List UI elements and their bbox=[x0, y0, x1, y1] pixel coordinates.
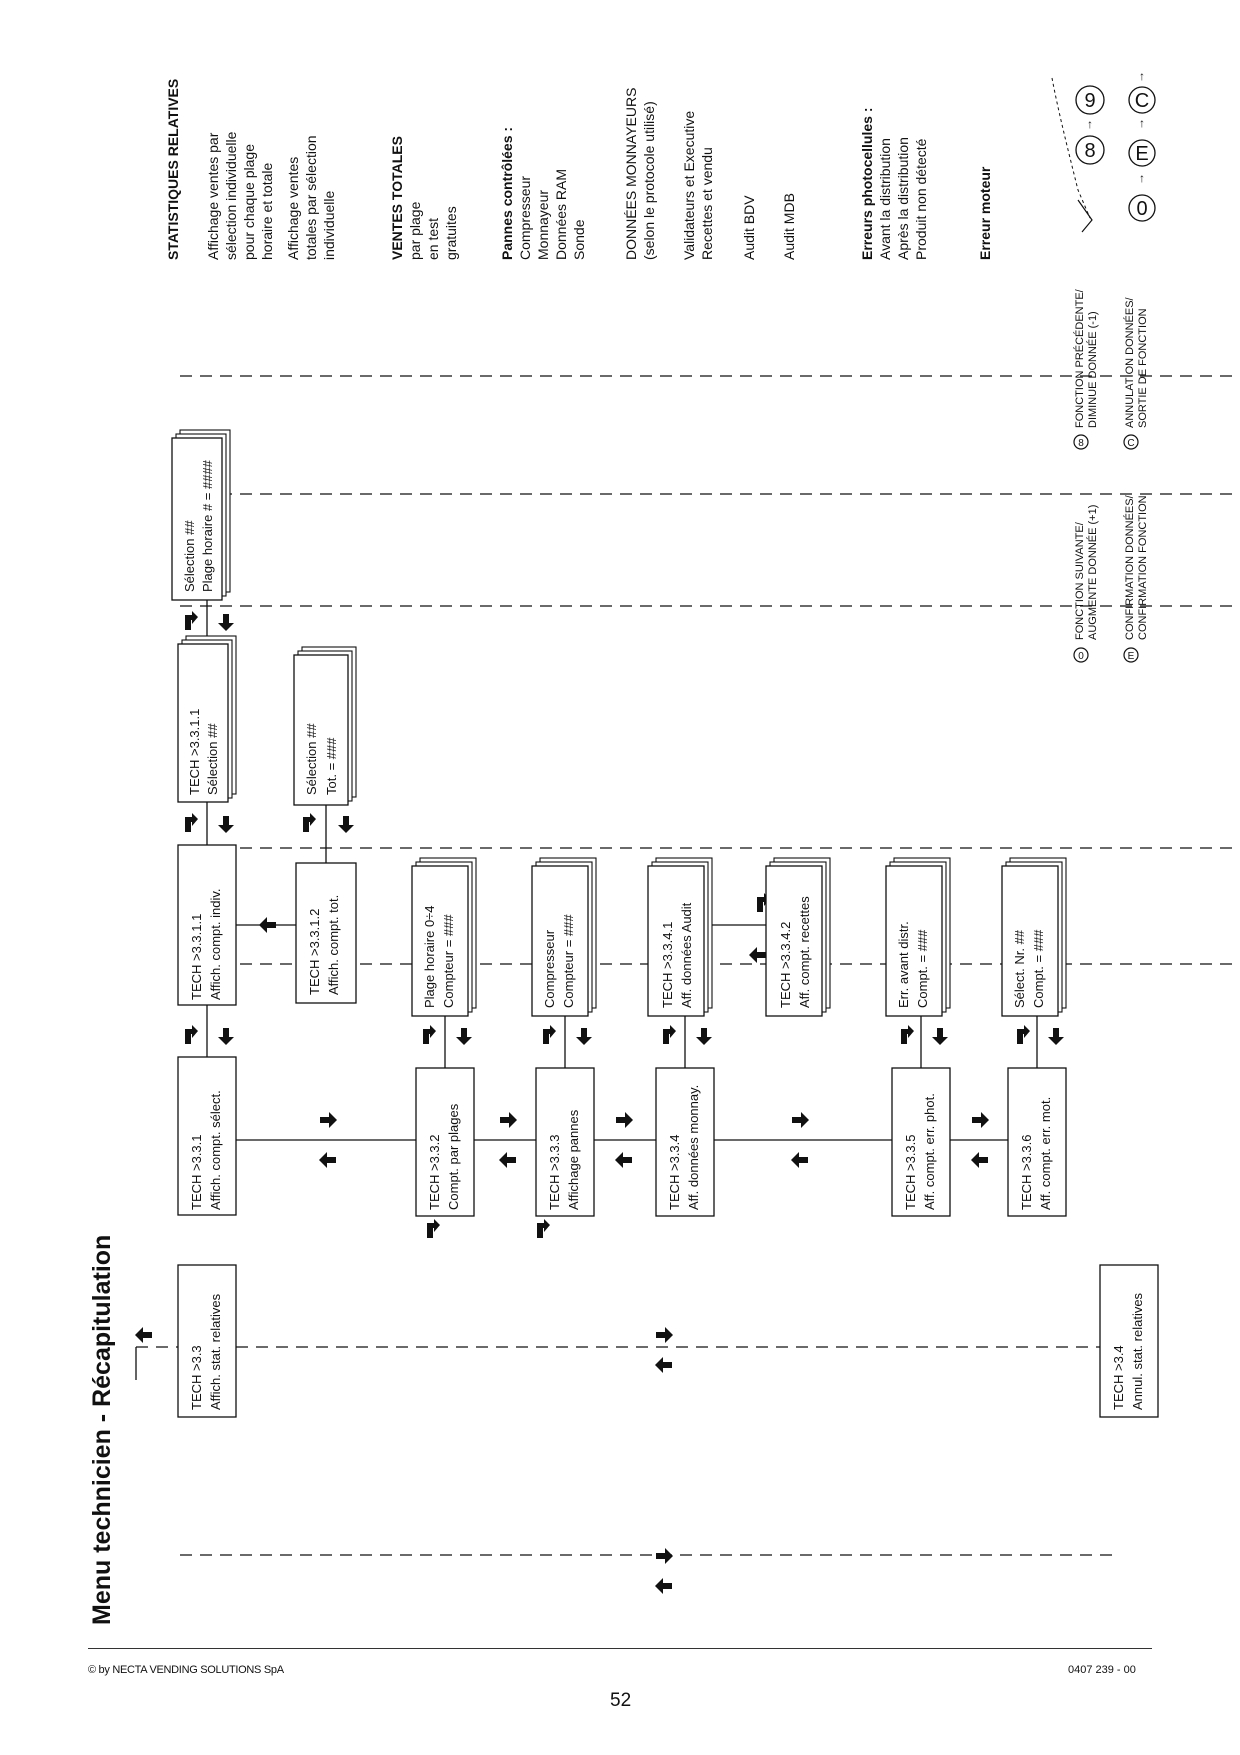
svg-text:TECH >3.3.5: TECH >3.3.5 bbox=[903, 1134, 918, 1210]
svg-text:TECH >3.3.1.1: TECH >3.3.1.1 bbox=[187, 708, 202, 795]
menu-box-tech-3-3-1-1-1 bbox=[178, 636, 236, 802]
navigate-right-icon bbox=[972, 1112, 989, 1128]
menu-box-select-nr bbox=[1002, 858, 1066, 1016]
svg-text:Sélect. Nr. ##: Sélect. Nr. ## bbox=[1012, 929, 1027, 1008]
menu-box-tech-3-3-4-1 bbox=[648, 858, 712, 1016]
svg-text:individuelle: individuelle bbox=[321, 190, 337, 260]
svg-text:Sonde: Sonde bbox=[571, 219, 587, 260]
navigate-up-right-icon bbox=[663, 1025, 676, 1044]
key-8-icon bbox=[1074, 435, 1088, 449]
svg-text:Aff. compt. err. mot.: Aff. compt. err. mot. bbox=[1038, 1096, 1053, 1210]
svg-text:Compteur = ###: Compteur = ### bbox=[441, 914, 456, 1008]
svg-text:TECH >3.3.3: TECH >3.3.3 bbox=[547, 1134, 562, 1210]
svg-text:Données RAM: Données RAM bbox=[553, 168, 569, 260]
svg-text:VENTES TOTALES: VENTES TOTALES bbox=[389, 136, 405, 260]
svg-text:9: 9 bbox=[1084, 90, 1096, 112]
svg-text:Err. avant distr.: Err. avant distr. bbox=[896, 921, 911, 1008]
navigate-left-icon bbox=[319, 1152, 336, 1168]
svg-text:Compt. = ###: Compt. = ### bbox=[915, 929, 930, 1008]
svg-text:SORTIE DE FONCTION: SORTIE DE FONCTION bbox=[1137, 308, 1149, 428]
svg-text:TECH >3.3.1.2: TECH >3.3.1.2 bbox=[307, 908, 322, 995]
navigate-down-icon bbox=[338, 816, 354, 833]
svg-text:C: C bbox=[1127, 438, 1135, 449]
key-9-large-icon bbox=[1076, 86, 1104, 114]
menu-box-err-avant-distr bbox=[886, 858, 950, 1016]
navigate-up-right-icon bbox=[427, 1219, 440, 1238]
svg-text:STATISTIQUES RELATIVES: STATISTIQUES RELATIVES bbox=[165, 78, 181, 260]
svg-text:CONFIRMATION FONCTION: CONFIRMATION FONCTION bbox=[1137, 495, 1149, 640]
page-number: 52 bbox=[610, 1690, 632, 1711]
key-8-large-icon bbox=[1076, 136, 1104, 164]
svg-text:Avant la distribution: Avant la distribution bbox=[877, 138, 893, 260]
svg-text:Affichage ventes: Affichage ventes bbox=[285, 156, 301, 260]
svg-text:Aff. compt. err. phot.: Aff. compt. err. phot. bbox=[922, 1093, 937, 1210]
svg-text:totales par sélection: totales par sélection bbox=[303, 135, 319, 260]
svg-text:Aff. données Audit: Aff. données Audit bbox=[679, 902, 694, 1008]
svg-text:E: E bbox=[1127, 651, 1135, 662]
svg-text:Recettes et vendu: Recettes et vendu bbox=[699, 147, 715, 260]
svg-text:(selon le protocole utilisé): (selon le protocole utilisé) bbox=[641, 101, 657, 260]
svg-text:FONCTION SUIVANTE/: FONCTION SUIVANTE/ bbox=[1074, 522, 1086, 640]
menu-box-tech-3-3-5 bbox=[892, 1068, 950, 1216]
svg-text:horaire et totale: horaire et totale bbox=[259, 162, 275, 260]
svg-text:TECH >3.3.1.1: TECH >3.3.1.1 bbox=[189, 913, 204, 1000]
svg-text:ANNULATION DONNÉES/: ANNULATION DONNÉES/ bbox=[1124, 297, 1136, 428]
navigate-left-icon bbox=[791, 1152, 808, 1168]
svg-text:TECH >3.3.1: TECH >3.3.1 bbox=[189, 1134, 204, 1210]
navigate-left-icon bbox=[135, 1327, 152, 1343]
menu-box-compresseur bbox=[532, 858, 596, 1016]
menu-box-selection-plage bbox=[172, 430, 230, 600]
svg-text:Affichage pannes: Affichage pannes bbox=[566, 1109, 581, 1210]
svg-text:Affichage ventes par: Affichage ventes par bbox=[205, 132, 221, 260]
menu-box-tech-3-3-3 bbox=[536, 1068, 594, 1216]
svg-text:Pannes contrôlées :: Pannes contrôlées : bbox=[499, 126, 515, 260]
key-sequence-graphic bbox=[1052, 69, 1155, 232]
navigate-right-icon bbox=[656, 1327, 673, 1343]
svg-text:TECH >3.3.4: TECH >3.3.4 bbox=[667, 1134, 682, 1210]
footer-divider bbox=[88, 1648, 1152, 1649]
navigate-up-right-icon bbox=[303, 813, 316, 832]
navigate-left-icon bbox=[749, 947, 766, 963]
navigate-down-icon bbox=[218, 614, 234, 631]
navigate-down-icon bbox=[696, 1028, 712, 1045]
svg-text:↑: ↑ bbox=[1087, 117, 1093, 131]
notes-ventes-totales bbox=[389, 136, 459, 260]
svg-text:Annul. stat. relatives: Annul. stat. relatives bbox=[1130, 1292, 1145, 1410]
navigate-right-icon bbox=[320, 1112, 337, 1128]
svg-text:Validateurs et Executive: Validateurs et Executive bbox=[681, 110, 697, 260]
navigate-up-right-icon bbox=[901, 1025, 914, 1044]
svg-text:↑: ↑ bbox=[1139, 171, 1145, 185]
svg-text:Aff. données monnay.: Aff. données monnay. bbox=[686, 1084, 701, 1210]
navigate-down-icon bbox=[218, 1028, 234, 1045]
svg-text:FONCTION PRÉCÉDENTE/: FONCTION PRÉCÉDENTE/ bbox=[1074, 289, 1086, 428]
navigate-right-icon bbox=[792, 1112, 809, 1128]
svg-text:Après la distribution: Après la distribution bbox=[895, 137, 911, 260]
navigate-left-icon bbox=[259, 917, 276, 933]
navigate-down-icon bbox=[456, 1028, 472, 1045]
svg-text:Sélection ##: Sélection ## bbox=[205, 723, 220, 795]
svg-text:DIMINUE DONNÉE (-1): DIMINUE DONNÉE (-1) bbox=[1087, 311, 1099, 428]
navigate-left-icon bbox=[499, 1152, 516, 1168]
navigate-up-right-icon bbox=[543, 1025, 556, 1044]
svg-text:TECH >3.3.4.2: TECH >3.3.4.2 bbox=[778, 921, 793, 1008]
svg-text:Compt. = ###: Compt. = ### bbox=[1031, 929, 1046, 1008]
menu-box-tech-3-3-1-2 bbox=[296, 863, 356, 1003]
navigate-left-icon bbox=[655, 1578, 672, 1594]
svg-text:Affich. compt. tot.: Affich. compt. tot. bbox=[326, 894, 341, 995]
svg-text:TECH >3.3.6: TECH >3.3.6 bbox=[1019, 1134, 1034, 1210]
key-e-large-icon bbox=[1129, 140, 1155, 166]
key-c-large-icon bbox=[1129, 87, 1155, 113]
menu-box-tech-3-3-4 bbox=[656, 1068, 714, 1216]
key-0-icon bbox=[1074, 648, 1088, 662]
svg-text:Sélection ##: Sélection ## bbox=[304, 723, 319, 795]
menu-box-tech-3-3-1-1 bbox=[178, 845, 236, 1005]
navigate-up-right-icon bbox=[537, 1219, 550, 1238]
svg-text:Audit MDB: Audit MDB bbox=[781, 193, 797, 260]
menu-box-tech-3-3-1 bbox=[178, 1057, 236, 1215]
menu-box-tech-3-3-4-2 bbox=[766, 858, 830, 1016]
svg-text:0: 0 bbox=[1078, 651, 1084, 662]
svg-text:Compresseur: Compresseur bbox=[542, 929, 557, 1008]
footer-copyright: © by NECTA VENDING SOLUTIONS SpA bbox=[88, 1664, 284, 1676]
menu-box-plage-horaire bbox=[412, 858, 476, 1016]
footer-document-code: 0407 239 - 00 bbox=[1068, 1664, 1136, 1676]
menu-box-tech-3-3-6 bbox=[1008, 1068, 1066, 1216]
menu-box-tech-3-4 bbox=[1100, 1265, 1158, 1417]
navigate-up-right-icon bbox=[423, 1025, 436, 1044]
svg-text:Compresseur: Compresseur bbox=[517, 175, 533, 260]
svg-text:Affich. compt. sélect.: Affich. compt. sélect. bbox=[208, 1090, 223, 1210]
navigate-down-icon bbox=[576, 1028, 592, 1045]
navigate-left-icon bbox=[971, 1152, 988, 1168]
svg-text:Plage horaire # = ####: Plage horaire # = #### bbox=[200, 460, 215, 592]
navigate-right-icon bbox=[616, 1112, 633, 1128]
navigate-up-right-icon bbox=[185, 611, 198, 630]
svg-text:Aff. compt. recettes: Aff. compt. recettes bbox=[797, 896, 812, 1008]
svg-text:TECH >3.3.2: TECH >3.3.2 bbox=[427, 1134, 442, 1210]
navigate-down-icon bbox=[932, 1028, 948, 1045]
svg-text:Monnayeur: Monnayeur bbox=[535, 189, 551, 260]
svg-text:↑: ↑ bbox=[1139, 116, 1145, 130]
svg-text:par plage: par plage bbox=[407, 201, 423, 260]
navigate-up-right-icon bbox=[1017, 1025, 1030, 1044]
notes-statistiques bbox=[165, 79, 337, 260]
svg-text:CONFIRMATION DONNÉES/: CONFIRMATION DONNÉES/ bbox=[1124, 495, 1136, 640]
navigate-up-right-icon bbox=[185, 1025, 198, 1044]
navigate-up-right-icon bbox=[185, 813, 198, 832]
notes-photocellules bbox=[859, 108, 929, 260]
svg-text:sélection individuelle: sélection individuelle bbox=[223, 131, 239, 260]
svg-text:Sélection ##: Sélection ## bbox=[182, 520, 197, 592]
navigate-right-icon bbox=[500, 1112, 517, 1128]
svg-text:pour chaque plage: pour chaque plage bbox=[241, 144, 257, 260]
svg-text:Erreur moteur: Erreur moteur bbox=[977, 166, 993, 260]
svg-text:Plage horaire 0÷4: Plage horaire 0÷4 bbox=[422, 905, 437, 1008]
page-title: Menu technicien - Récapitulation bbox=[88, 1234, 116, 1625]
svg-text:Affich. stat. relatives: Affich. stat. relatives bbox=[208, 1293, 223, 1410]
svg-text:Compteur = ###: Compteur = ### bbox=[561, 914, 576, 1008]
svg-text:C: C bbox=[1134, 90, 1150, 112]
notes-moteur bbox=[977, 166, 993, 260]
navigate-down-icon bbox=[218, 816, 234, 833]
svg-text:AUGMENTE DONNÉE (+1): AUGMENTE DONNÉE (+1) bbox=[1087, 504, 1099, 640]
svg-text:Affich. compt. indiv.: Affich. compt. indiv. bbox=[208, 888, 223, 1000]
svg-text:TECH >3.4: TECH >3.4 bbox=[1111, 1345, 1126, 1410]
svg-text:DONNÉES MONNAYEURS: DONNÉES MONNAYEURS bbox=[623, 87, 639, 260]
svg-text:8: 8 bbox=[1084, 140, 1096, 162]
navigate-left-icon bbox=[615, 1152, 632, 1168]
svg-text:Compt. par plages: Compt. par plages bbox=[446, 1103, 461, 1210]
svg-text:0: 0 bbox=[1136, 198, 1148, 220]
svg-text:gratuites: gratuites bbox=[443, 206, 459, 260]
navigate-down-icon bbox=[1048, 1028, 1064, 1045]
svg-text:Tot. = ###: Tot. = ### bbox=[324, 737, 339, 795]
menu-box-tech-3-3 bbox=[178, 1265, 236, 1417]
svg-text:Produit non détecté: Produit non détecté bbox=[913, 138, 929, 260]
svg-text:Audit BDV: Audit BDV bbox=[741, 195, 757, 260]
svg-text:TECH >3.3: TECH >3.3 bbox=[189, 1345, 204, 1410]
notes-pannes bbox=[499, 127, 587, 260]
svg-text:8: 8 bbox=[1078, 438, 1084, 449]
key-e-icon bbox=[1124, 648, 1138, 662]
svg-text:E: E bbox=[1135, 143, 1149, 165]
notes-monnayeurs bbox=[623, 88, 797, 260]
svg-text:Erreurs photocellules :: Erreurs photocellules : bbox=[859, 107, 875, 260]
key-c-icon bbox=[1124, 435, 1138, 449]
navigate-left-icon bbox=[655, 1357, 672, 1373]
svg-text:TECH >3.3.4.1: TECH >3.3.4.1 bbox=[660, 921, 675, 1008]
menu-box-selection-tot bbox=[294, 647, 356, 805]
svg-text:↑: ↑ bbox=[1139, 69, 1145, 83]
svg-text:en test: en test bbox=[425, 217, 441, 260]
key-0-large-icon bbox=[1129, 195, 1155, 221]
navigate-right-icon bbox=[656, 1548, 673, 1564]
menu-box-tech-3-3-2 bbox=[416, 1068, 474, 1216]
